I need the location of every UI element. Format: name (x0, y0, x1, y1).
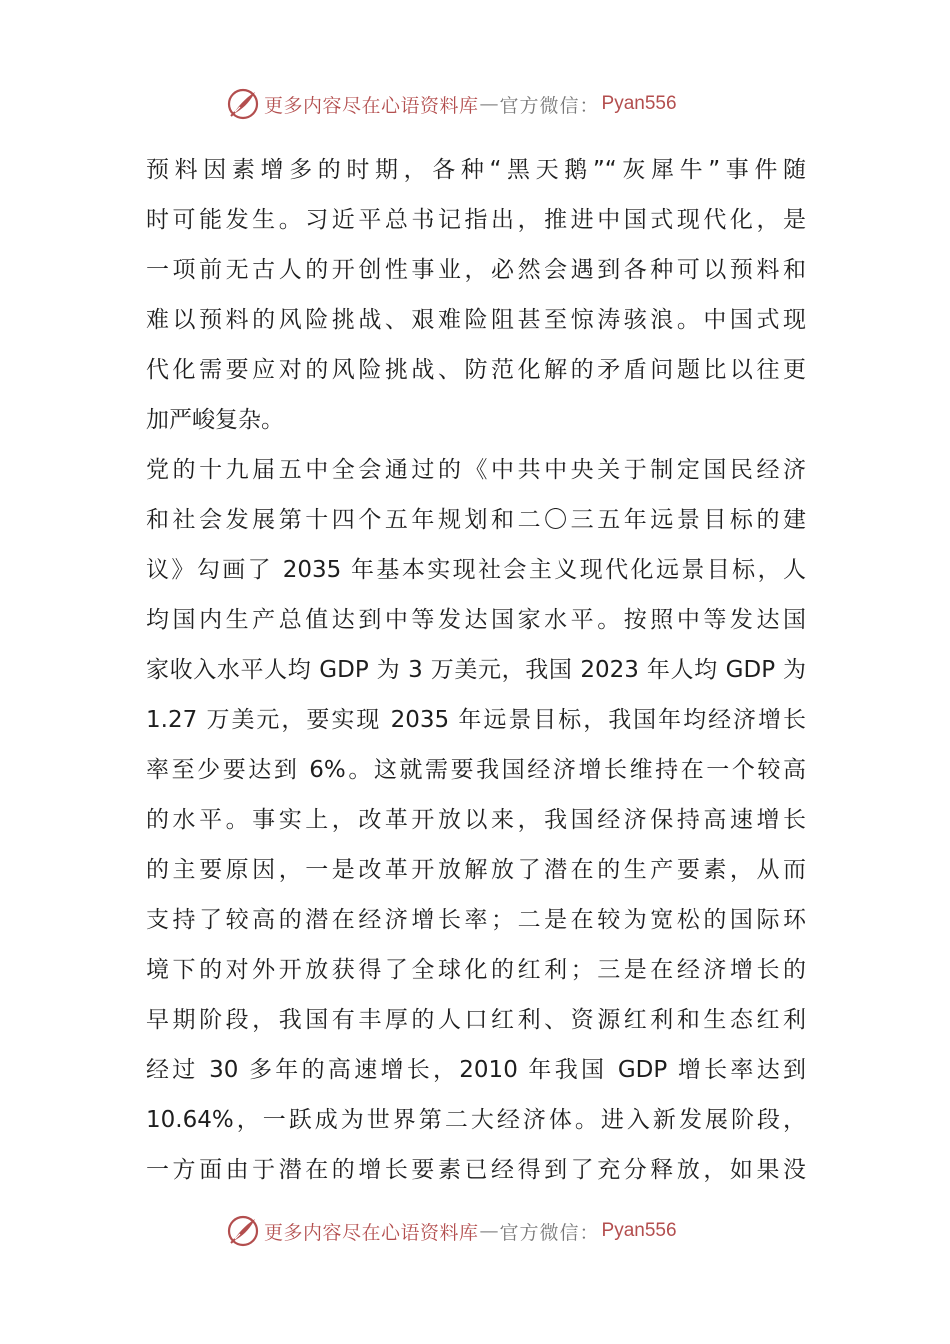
quill-logo-icon (226, 1214, 260, 1248)
text-line: 家收入水平人均 GDP 为 3 万美元，我国 2023 年人均 GDP 为 (146, 657, 806, 683)
quill-logo-icon (226, 87, 260, 121)
text-line: 支持了较高的潜在经济增长率；二是在较为宽松的国际环 (146, 907, 806, 933)
text-line: 境下的对外开放获得了全球化的红利；三是在经济增长的 (146, 957, 806, 983)
paragraph-2 (146, 445, 806, 1195)
watermark-dash: — (479, 1220, 499, 1242)
text-line: 率至少要达到 6%。这就需要我国经济增长维持在一个较高 (146, 757, 806, 783)
footer-watermark (226, 1213, 677, 1249)
watermark-wechat-label: 官方微信： (499, 1221, 600, 1244)
header-watermark (226, 86, 677, 122)
text-line: 均国内生产总值达到中等发达国家水平。按照中等发达国 (146, 607, 806, 633)
text-line: 10.64%，一跃成为世界第二大经济体。进入新发展阶段， (146, 1107, 806, 1133)
text-line: 预料因素增多的时期，各种“黑天鹅”“灰犀牛”事件随 (146, 157, 806, 183)
text-line: 难以预料的风险挑战、艰难险阻甚至惊涛骇浪。中国式现 (146, 307, 806, 333)
watermark-title: 更多内容尽在心语资料库 (264, 1221, 479, 1244)
text-line: 加严峻复杂。 (146, 407, 284, 433)
text-line: 和社会发展第十四个五年规划和二〇三五年远景目标的建 (146, 507, 806, 533)
text-line: 议》勾画了 2035 年基本实现社会主义现代化远景目标，人 (146, 557, 806, 583)
text-line: 党的十九届五中全会通过的《中共中央关于制定国民经济 (146, 457, 806, 483)
text-line: 经过 30 多年的高速增长，2010 年我国 GDP 增长率达到 (146, 1057, 806, 1083)
watermark-title: 更多内容尽在心语资料库 (264, 94, 479, 117)
watermark-wechat-id: Pyan556 (601, 93, 677, 114)
paragraph-1 (146, 145, 806, 445)
watermark-wechat-label: 官方微信： (499, 94, 600, 117)
text-line: 代化需要应对的风险挑战、防范化解的矛盾问题比以往更 (146, 357, 806, 383)
text-line: 一方面由于潜在的增长要素已经得到了充分释放，如果没 (146, 1157, 806, 1183)
document-body (146, 145, 806, 1195)
text-line: 早期阶段，我国有丰厚的人口红利、资源红利和生态红利 (146, 1007, 806, 1033)
text-line: 的主要原因，一是改革开放解放了潜在的生产要素，从而 (146, 857, 806, 883)
text-line: 一项前无古人的开创性事业，必然会遇到各种可以预料和 (146, 257, 806, 283)
text-line: 1.27 万美元，要实现 2035 年远景目标，我国年均经济增长 (146, 707, 806, 733)
text-line: 时可能发生。习近平总书记指出，推进中国式现代化，是 (146, 207, 806, 233)
watermark-dash: — (479, 93, 499, 115)
text-line: 的水平。事实上，改革开放以来，我国经济保持高速增长 (146, 807, 806, 833)
watermark-wechat-id: Pyan556 (601, 1220, 677, 1241)
